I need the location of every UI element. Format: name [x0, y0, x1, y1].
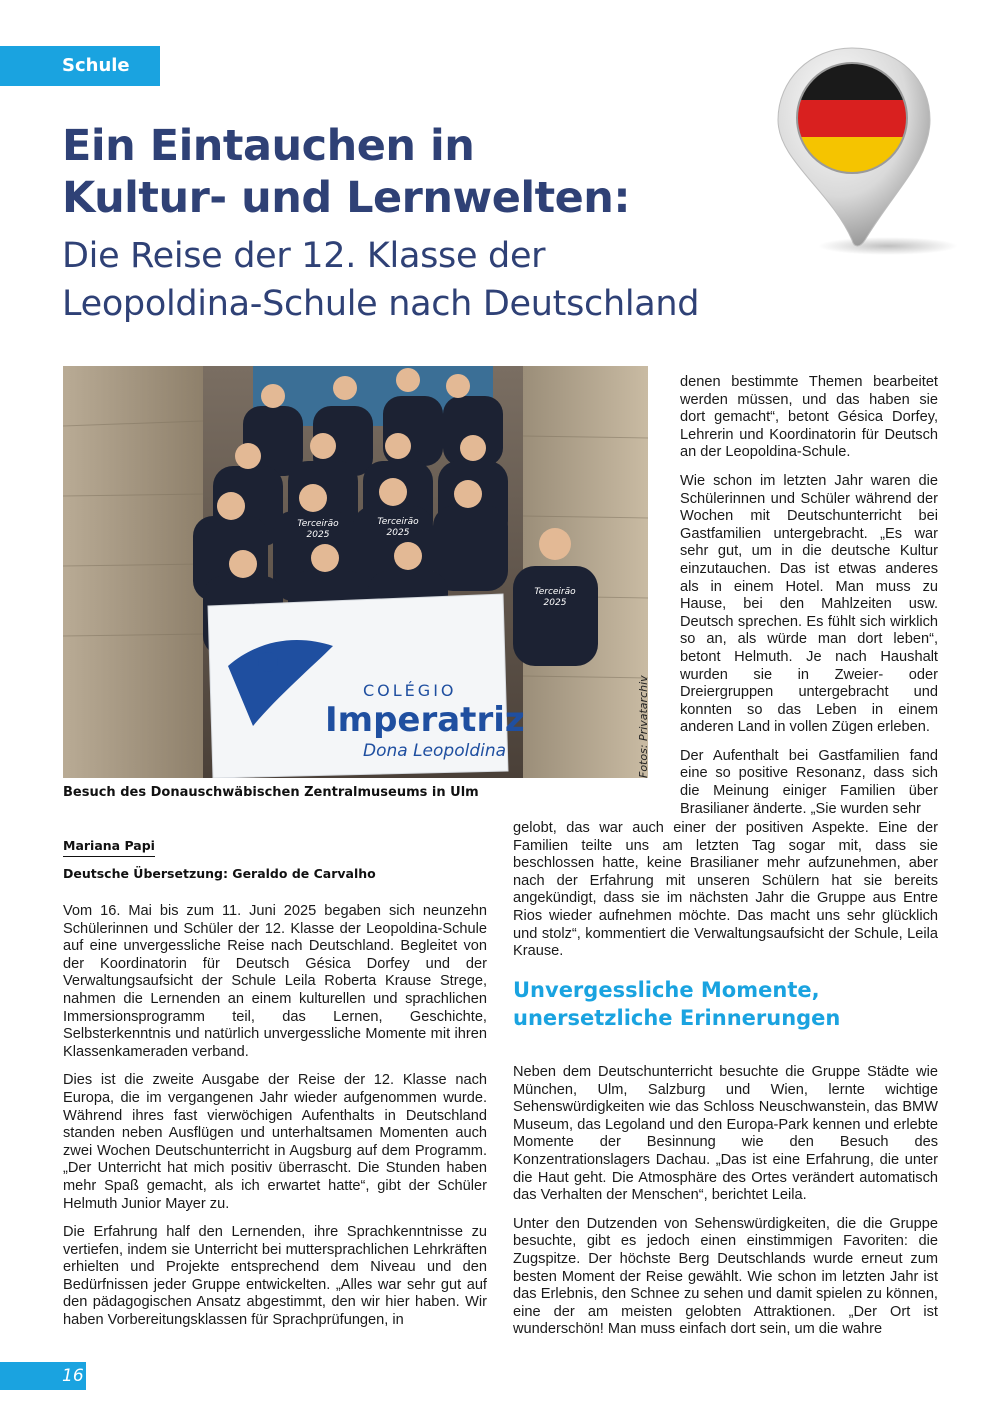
group-photo	[63, 366, 648, 778]
right-column-bottom	[513, 1064, 938, 1350]
paragraph: Dies ist die zweite Ausgabe der Reise der 12. Klasse nach Europa, die im vergangenen Jahr wieder aufgenommen wurde. Während ihres fast vierwöchigen Aufenthalts in Deutschland standen neben Ausflügen und unterhaltsamen Momenten auch zwei Wochen Deutschunterricht in Augsburg auf dem Programm. „Der Unterricht hat mich positiv überrascht. Die Stunden haben mehr Spaß gemacht, als ich erwartet hatte“, gibt der Schüler Helmuth Junior Mayer zu.	[63, 1072, 487, 1212]
photo-credit: Fotos: Privatarchiv	[637, 675, 650, 778]
shirt-year: 2025	[306, 530, 330, 540]
author-name: Mariana Papi	[63, 838, 155, 857]
title-line-1: Ein Eintauchen in	[62, 121, 475, 171]
photo-caption: Besuch des Donauschwäbischen Zentralmuseums in Ulm	[63, 785, 479, 800]
paragraph: Die Erfahrung half den Lernenden, ihre Sprachkenntnisse zu vertiefen, indem sie Unterricht bei muttersprachlichen Lehrkräften erhielten und Projekte entsprechend dem Niveau und den Bedürfnissen jeder Gruppe entwickelten. „Alles war sehr gut auf den pädagogischen Ansatz abgestimmt, den wir hier haben. Wir haben Vorbereitungsklassen für Sprachprüfungen, in	[63, 1224, 487, 1329]
shirt-text: Terceirão	[297, 519, 339, 529]
title-line-2: Kultur- und Lernwelten:	[62, 173, 631, 223]
right-column-top	[680, 374, 938, 829]
subtitle-line-2: Leopoldina-Schule nach Deutschland	[62, 284, 700, 324]
section-tab: Schule	[0, 46, 160, 86]
shirt-text: Terceirão	[377, 517, 419, 527]
left-column	[63, 903, 487, 1341]
banner-brand: COLÉGIO	[363, 681, 457, 700]
section-heading-line-1: Unvergessliche Momente,	[513, 978, 820, 1002]
banner-name: Imperatriz	[325, 700, 525, 740]
section-heading-line-2: unersetzliche Erinnerungen	[513, 1006, 841, 1030]
paragraph: gelobt, das war auch einer der positiven Aspekte. Eine der Familien teilte uns am letzten Tag sogar mit, dass sie beschlossen hatte, keine Brasilianer mehr aufzunehmen, aber nach der Erfahrung mit unseren Schülern hat sie bereits angekündigt, dass sie im nächsten Jahr die Gruppe aus Entre Rios wieder aufnehmen möchte. Das macht uns sehr glücklich und stolz“, kommentiert die Verwaltungsaufsicht der Schule, Leila Krause.	[513, 820, 938, 960]
section-heading	[513, 976, 938, 1032]
shirt-year: 2025	[386, 528, 410, 538]
translation-credit: Deutsche Übersetzung: Geraldo de Carvalho	[63, 866, 376, 881]
school-banner	[208, 594, 525, 778]
banner-sub: Dona Leopoldina	[363, 741, 507, 761]
paragraph: denen bestimmte Themen bearbeitet werden müssen, und das haben sie dort gemacht“, betont Gésica Dorfey, Lehrerin und Koordinatorin für Deutsch an der Leopoldina-Schule.	[680, 374, 938, 461]
shirt-year: 2025	[543, 598, 567, 608]
shirt-text: Terceirão	[534, 587, 576, 597]
page-number: 16	[0, 1362, 86, 1390]
subtitle-line-1: Die Reise der 12. Klasse der	[62, 236, 546, 276]
group-photo-illustration	[63, 366, 648, 778]
paragraph: Der Aufenthalt bei Gastfamilien fand eine so positive Resonanz, dass sich die Meinung einiger Familien über Brasilianer änderte. „Sie wurden sehr	[680, 747, 938, 817]
germany-flag-pin-icon	[770, 40, 970, 260]
right-column-continued	[513, 820, 938, 972]
paragraph: Vom 16. Mai bis zum 11. Juni 2025 begaben sich neunzehn Schülerinnen und Schüler der 12. Klasse der Leopoldina-Schule auf eine unvergessliche Reise nach Deutschland. Begleitet von der Koordinatorin für Deutsch Gésica Dorfey und der Verwaltungsaufsicht der Schule Leila Roberta Krause Strege, nahmen die Lernenden an einem kulturellen und sprachlichen Immersionsprogramm teil, das Lernen, Geschichte, Selbsterkenntnis und natürlich unvergessliche Momente mit ihren Klassenkameraden verband.	[63, 903, 487, 1060]
paragraph: Neben dem Deutschunterricht besuchte die Gruppe Städte wie München, Ulm, Salzburg und Wien, lernte wichtige Sehenswürdigkeiten wie das Schloss Neuschwanstein, das BMW Museum, das Legoland und den Europa-Park kennen und erlebte Momente der Besinnung wie den Besuch des Konzentrationslagers Dachau. „Das ist eine Erfahrung, die unter die Haut geht. Die Atmosphäre des Ortes verändert automatisch das Verhalten der Menschen“, berichtet Leila.	[513, 1064, 938, 1204]
paragraph: Wie schon im letzten Jahr waren die Schülerinnen und Schüler während der Wochen mit Deutschunterricht bei Gastfamilien untergebracht. „Es war sehr gut, um in die deutsche Kultur einzutauchen. Das ist etwas anderes als in einem Hotel. Man muss zu Hause, bei den Mahlzeiten usw. Deutsch sprechen. Es fühlt sich wirklich so an, als würde man dort leben“, betont Helmuth. Je nach Haushalt wurden sie in Zweier- oder Dreiergruppen untergebracht und konnten so das Leben in einem anderen Land in vollen Zügen erleben.	[680, 472, 938, 736]
paragraph: Unter den Dutzenden von Sehenswürdigkeiten, die die Gruppe besuchte, gibt es jedoch einen einstimmigen Favoriten: die Zugspitze. Der höchste Berg Deutschlands wurde erneut zum besten Moment der Reise gewählt. Wie schon im letzten Jahr ist das Erlebnis, den Schnee zu sehen und damit spielen zu können, eine der am meisten gelobten Attraktionen. „Der Ort ist wunderschön! Man muss einfach dort sein, um die wahre	[513, 1215, 938, 1338]
article-title	[62, 120, 782, 224]
